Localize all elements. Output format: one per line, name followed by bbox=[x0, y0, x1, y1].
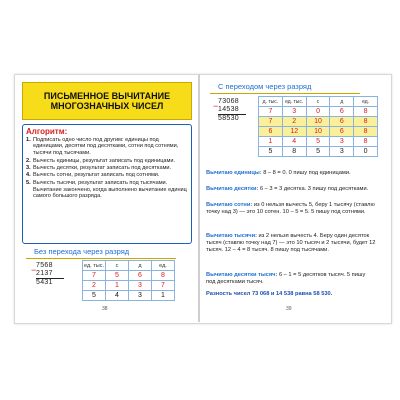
explanation-text: из 0 нельзя вычесть 5, беру 1 тысячу (ставлю точку над 3) — это 10 сотен. 10 – 5 = 5. 5 пишу под сотнями. bbox=[206, 202, 375, 215]
table-cell: 7 bbox=[83, 271, 106, 281]
title-line-2: МНОГОЗНАЧНЫХ ЧИСЕЛ bbox=[50, 101, 164, 111]
table-cell: 6 bbox=[330, 127, 354, 137]
algorithm-step bbox=[26, 165, 188, 172]
table-cell: 5 bbox=[306, 147, 330, 157]
table-cell: 8 bbox=[152, 271, 175, 281]
place-value-table bbox=[258, 96, 378, 157]
title-line-1: ПИСЬМЕННОЕ ВЫЧИТАНИЕ bbox=[43, 91, 171, 101]
right-page bbox=[206, 78, 378, 316]
table-cell: 6 bbox=[129, 271, 152, 281]
step-number: 1. bbox=[26, 136, 31, 143]
column-header: д. тыс. bbox=[259, 97, 283, 107]
explanation-thousands bbox=[206, 233, 376, 254]
table-cell: 5 bbox=[83, 291, 106, 301]
table-cell: 3 bbox=[129, 291, 152, 301]
subtrahend: 14538 bbox=[218, 106, 239, 113]
column-header: д bbox=[330, 97, 354, 107]
step-text: Вычесть единицы, результат записать под единицами. bbox=[33, 157, 176, 164]
step-text: Вычесть сотни, результат записать под сотнями. bbox=[33, 172, 160, 179]
column-subtraction bbox=[213, 98, 246, 123]
step-number: 3. bbox=[26, 164, 31, 171]
table-header-row bbox=[259, 97, 378, 107]
table-row bbox=[259, 147, 378, 157]
explanation-label: Вычитаю единицы: bbox=[206, 170, 262, 176]
result-summary: Разность чисел 73 068 и 14 538 равна 58 530. bbox=[206, 291, 333, 297]
table-cell: 3 bbox=[330, 137, 354, 147]
minus-sign: − bbox=[31, 265, 37, 275]
table-cell: 4 bbox=[282, 137, 306, 147]
page-number: 38 bbox=[102, 306, 108, 312]
table-row bbox=[83, 291, 175, 301]
table-row bbox=[259, 127, 378, 137]
table-cell: 7 bbox=[259, 117, 283, 127]
table-cell: 10 bbox=[306, 117, 330, 127]
table-cell: 7 bbox=[259, 107, 283, 117]
book-spine bbox=[198, 74, 200, 322]
table-cell: 5 bbox=[106, 271, 129, 281]
table-cell: 8 bbox=[354, 117, 378, 127]
algorithm-step bbox=[26, 158, 188, 165]
left-page bbox=[22, 78, 194, 316]
subheading-no-carry: Без перехода через разряд bbox=[34, 247, 130, 256]
table-cell: 0 bbox=[306, 107, 330, 117]
table-cell: 5 bbox=[306, 137, 330, 147]
explanation-label: Вычитаю тысячи: bbox=[206, 233, 257, 239]
table-cell: 8 bbox=[354, 127, 378, 137]
table-cell: 1 bbox=[152, 291, 175, 301]
algorithm-title: Алгоритм: bbox=[26, 127, 68, 136]
table-cell: 8 bbox=[282, 147, 306, 157]
table-cell: 8 bbox=[354, 107, 378, 117]
algorithm-step bbox=[26, 180, 188, 200]
column-header: ед. bbox=[354, 97, 378, 107]
page-title-box bbox=[22, 82, 192, 120]
explanation-text: 6 – 1 = 5 десятков тысяч. 5 пишу под десятками тысяч. bbox=[206, 272, 366, 285]
table-cell: 3 bbox=[129, 281, 152, 291]
explanation-units bbox=[206, 170, 376, 177]
table-cell: 12 bbox=[282, 127, 306, 137]
explanation-label: Вычитаю десятки тысяч: bbox=[206, 272, 278, 278]
minuend: 73068 bbox=[218, 98, 239, 105]
minuend: 7568 bbox=[36, 262, 53, 269]
table-cell: 7 bbox=[152, 281, 175, 291]
explanation-tens bbox=[206, 186, 376, 193]
step-text: Вычесть десятки, результат записать под десятками. bbox=[33, 164, 172, 171]
subheading-with-carry: С переходом через разряд bbox=[218, 82, 312, 91]
algorithm-step bbox=[26, 137, 188, 157]
minus-sign: − bbox=[213, 101, 219, 111]
table-row bbox=[259, 117, 378, 127]
column-header: с bbox=[306, 97, 330, 107]
table-cell: 10 bbox=[306, 127, 330, 137]
column-header: ед. bbox=[152, 261, 175, 271]
column-header: ед. тыс. bbox=[84, 262, 104, 269]
table-cell: 2 bbox=[282, 117, 306, 127]
table-cell: 3 bbox=[282, 107, 306, 117]
explanation-hundreds bbox=[206, 202, 376, 216]
table-row bbox=[259, 107, 378, 117]
column-header: д bbox=[129, 261, 152, 271]
table-cell: 6 bbox=[330, 107, 354, 117]
explanation-text: из 2 нельзя вычесть 4. Беру один десяток тысяч (ставлю точку над 7) — это 10 тысяч и 2 тысячи, будет 12 тысяч. 12 – 4 = 8 тысяч. 8 пишу под тысячами. bbox=[206, 233, 376, 253]
explanation-ten-thousands bbox=[206, 272, 376, 286]
explanation-label: Вычитаю десятки: bbox=[206, 186, 259, 192]
table-row bbox=[83, 281, 175, 291]
step-text: Подписать одно число под другим: единицы под единицами, десятки под десятками, сотни под сотнями, тысячи под тысячами. bbox=[33, 136, 179, 157]
column-subtraction bbox=[31, 262, 64, 287]
table-cell: 2 bbox=[83, 281, 106, 291]
difference: 58530 bbox=[218, 115, 239, 122]
step-text: Вычесть тысячи, результат записать под тысячами. Вычитание закончено, когда выполнено вычитание единиц самого большого разряда. bbox=[33, 179, 187, 200]
table-cell: 6 bbox=[259, 127, 283, 137]
difference: 5431 bbox=[36, 279, 53, 286]
table-cell: 5 bbox=[259, 147, 283, 157]
step-number: 4. bbox=[26, 172, 31, 179]
algorithm-box bbox=[22, 124, 192, 244]
table-cell: 1 bbox=[259, 137, 283, 147]
explanation-label: Вычитаю сотни: bbox=[206, 202, 253, 208]
table-cell: 0 bbox=[354, 147, 378, 157]
algorithm-step bbox=[26, 172, 188, 179]
table-cell: 1 bbox=[106, 281, 129, 291]
step-number: 2. bbox=[26, 157, 31, 164]
step-number: 5. bbox=[26, 179, 31, 186]
table-cell: 6 bbox=[330, 117, 354, 127]
explanation-text: 8 – 8 = 0. 0 пишу под единицами. bbox=[261, 170, 351, 176]
table-row bbox=[259, 137, 378, 147]
column-header: ед. тыс. bbox=[282, 97, 306, 107]
page-number: 39 bbox=[286, 306, 292, 312]
explanation-text: 6 – 3 = 3 десятка. 3 пишу под десятками. bbox=[258, 186, 369, 192]
table-row bbox=[83, 271, 175, 281]
table-cell: 3 bbox=[330, 147, 354, 157]
subheading-divider bbox=[26, 258, 176, 259]
subtrahend: 2137 bbox=[36, 270, 53, 277]
subheading-divider bbox=[210, 93, 360, 94]
column-header: с bbox=[106, 261, 129, 271]
table-header-row bbox=[83, 261, 175, 271]
place-value-table bbox=[82, 260, 175, 301]
table-cell: 8 bbox=[354, 137, 378, 147]
table-cell: 4 bbox=[106, 291, 129, 301]
